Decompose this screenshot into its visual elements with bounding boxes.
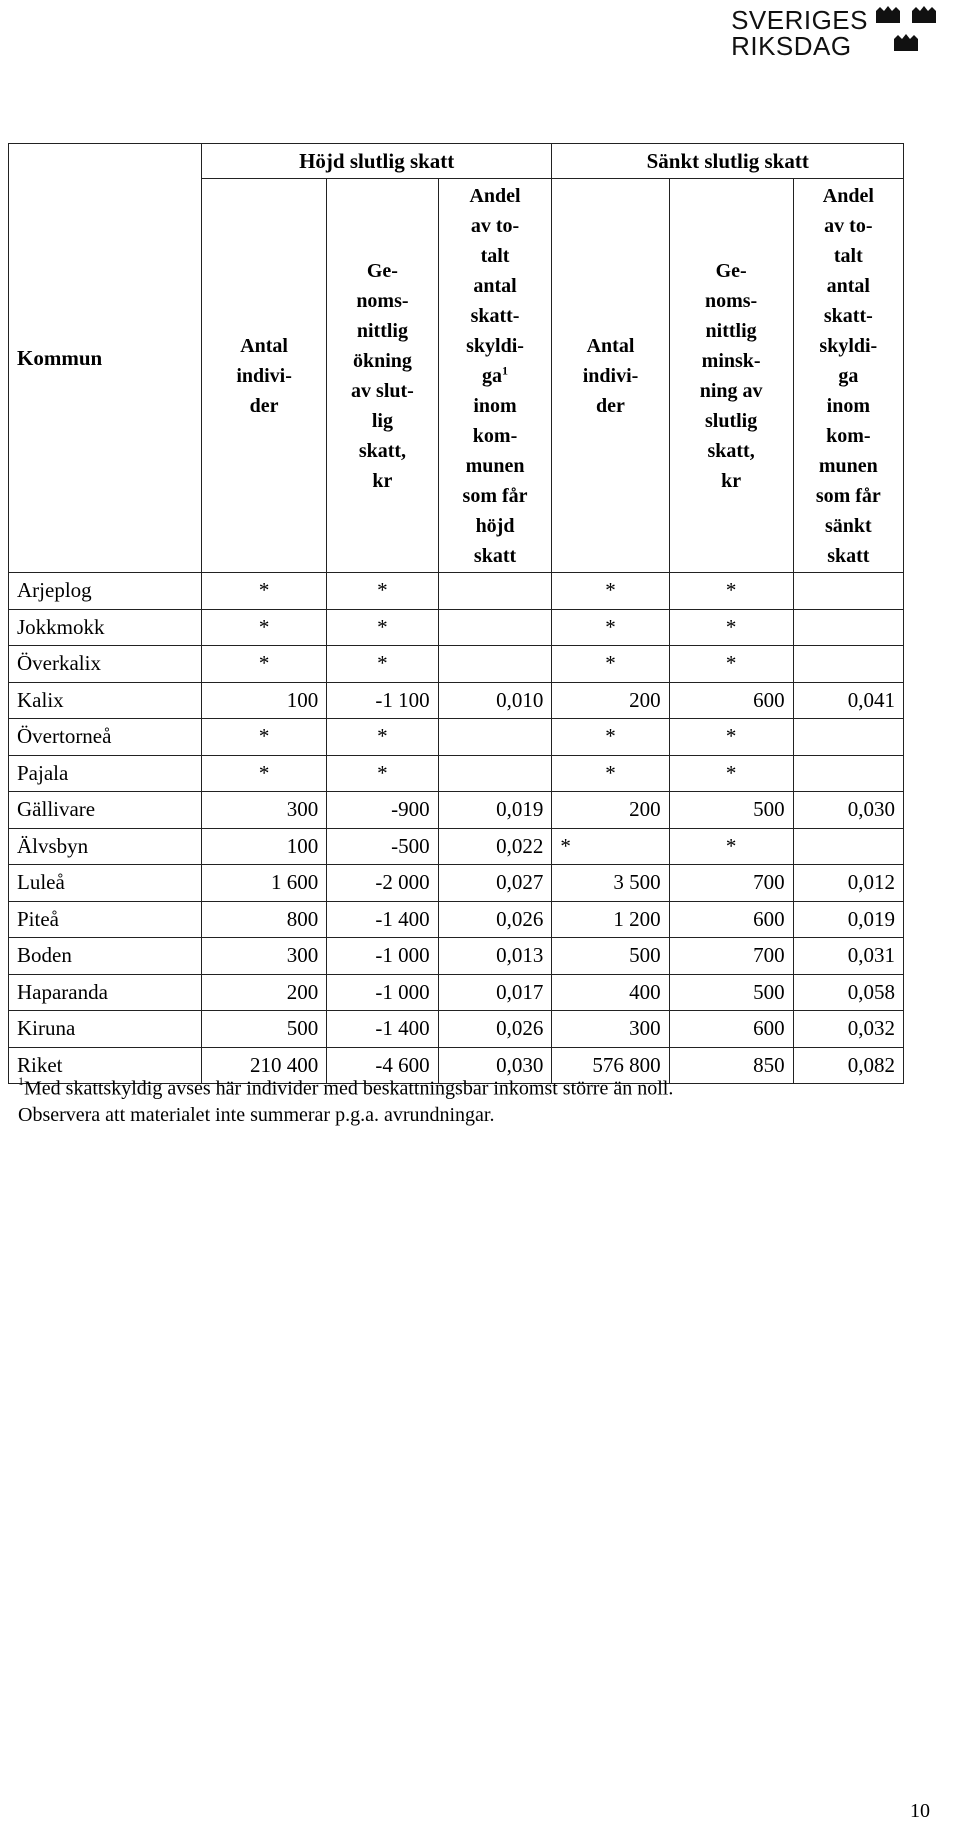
value-cell: * — [669, 646, 793, 683]
value-cell: 600 — [669, 901, 793, 938]
table-row — [9, 865, 904, 902]
kommun-cell: Luleå — [9, 865, 202, 902]
value-cell — [438, 719, 552, 756]
kommun-cell: Pajala — [9, 755, 202, 792]
value-cell: 800 — [202, 901, 327, 938]
value-cell — [793, 609, 903, 646]
value-cell — [793, 755, 903, 792]
value-cell: 0,012 — [793, 865, 903, 902]
value-cell: 700 — [669, 865, 793, 902]
value-cell: 0,013 — [438, 938, 552, 975]
table-row — [9, 646, 904, 683]
value-cell: 300 — [552, 1011, 669, 1048]
value-cell: 0,032 — [793, 1011, 903, 1048]
table-row — [9, 755, 904, 792]
value-cell: 1 200 — [552, 901, 669, 938]
value-cell: 0,027 — [438, 865, 552, 902]
value-cell: * — [327, 646, 438, 683]
table-row — [9, 938, 904, 975]
inc-count-header: Antal indivi- der — [202, 179, 327, 573]
logo-line-2: RIKSDAG — [731, 31, 852, 61]
kommun-cell: Arjeplog — [9, 573, 202, 610]
value-cell: 100 — [202, 828, 327, 865]
value-cell: 500 — [669, 792, 793, 829]
value-cell: 576 800 — [552, 1047, 669, 1084]
value-cell: * — [552, 573, 669, 610]
kommun-cell: Älvsbyn — [9, 828, 202, 865]
logo-line-1: SVERIGES — [731, 5, 868, 35]
value-cell: * — [552, 719, 669, 756]
value-cell: * — [552, 828, 669, 865]
page-number: 10 — [910, 1800, 930, 1822]
value-cell: * — [669, 828, 793, 865]
table-row — [9, 719, 904, 756]
value-cell: * — [327, 719, 438, 756]
table-row — [9, 901, 904, 938]
rounding-note: Observera att materialet inte summerar p.g.a. avrundningar. — [18, 1103, 495, 1126]
footnote-1 — [18, 1070, 673, 1102]
footnote-1-text: Med skattskyldig avses här individer med beskattningsbar inkomst större än noll. — [24, 1077, 674, 1100]
table-row — [9, 573, 904, 610]
value-cell: 700 — [669, 938, 793, 975]
dec-share-header: Andel av to- talt antal skatt- skyldi- ga inom kom- munen som får sänkt skatt — [793, 179, 903, 573]
value-cell: -1 000 — [327, 974, 438, 1011]
value-cell: 0,030 — [793, 792, 903, 829]
kommun-cell: Piteå — [9, 901, 202, 938]
inc-share-header — [438, 179, 552, 573]
kommun-cell: Haparanda — [9, 974, 202, 1011]
inc-avg-header: Ge- noms- nittlig ökning av slut- lig skatt, kr — [327, 179, 438, 573]
riksdag-logo — [715, 4, 940, 62]
value-cell — [438, 609, 552, 646]
inc-share-header-part2: inom kom- munen som får höjd skatt — [462, 394, 528, 567]
value-cell: 0,017 — [438, 974, 552, 1011]
kommun-cell: Riket — [9, 1047, 202, 1084]
value-cell — [793, 828, 903, 865]
value-cell — [793, 719, 903, 756]
value-cell: 0,030 — [438, 1047, 552, 1084]
tax-change-table — [8, 143, 904, 1084]
value-cell: 600 — [669, 682, 793, 719]
value-cell: 200 — [552, 682, 669, 719]
value-cell: * — [669, 573, 793, 610]
footnote-ref: 1 — [502, 362, 509, 377]
value-cell — [793, 646, 903, 683]
group-header-row — [9, 144, 904, 179]
value-cell: * — [327, 755, 438, 792]
kommun-cell: Kiruna — [9, 1011, 202, 1048]
value-cell: 0,026 — [438, 901, 552, 938]
value-cell: 0,041 — [793, 682, 903, 719]
value-cell: * — [327, 609, 438, 646]
dec-avg-header: Ge- noms- nittlig minsk- ning av slutlig skatt, kr — [669, 179, 793, 573]
value-cell: -900 — [327, 792, 438, 829]
kommun-header: Kommun — [9, 144, 202, 573]
value-cell: 210 400 — [202, 1047, 327, 1084]
value-cell: -4 600 — [327, 1047, 438, 1084]
value-cell: 500 — [552, 938, 669, 975]
value-cell: -1 100 — [327, 682, 438, 719]
value-cell: 1 600 — [202, 865, 327, 902]
table-body — [9, 573, 904, 1084]
kommun-cell: Kalix — [9, 682, 202, 719]
value-cell: 500 — [669, 974, 793, 1011]
value-cell: * — [202, 719, 327, 756]
value-cell: -2 000 — [327, 865, 438, 902]
value-cell: * — [552, 609, 669, 646]
value-cell: 400 — [552, 974, 669, 1011]
value-cell: 0,010 — [438, 682, 552, 719]
value-cell: * — [669, 719, 793, 756]
value-cell: 200 — [202, 974, 327, 1011]
value-cell: 300 — [202, 792, 327, 829]
three-crowns-icon — [874, 5, 940, 61]
table-row — [9, 792, 904, 829]
kommun-cell: Gällivare — [9, 792, 202, 829]
kommun-cell: Boden — [9, 938, 202, 975]
table-row — [9, 828, 904, 865]
value-cell: * — [552, 755, 669, 792]
value-cell: 0,082 — [793, 1047, 903, 1084]
value-cell — [438, 755, 552, 792]
table-row — [9, 1011, 904, 1048]
value-cell: 0,031 — [793, 938, 903, 975]
value-cell: * — [202, 609, 327, 646]
value-cell: 0,026 — [438, 1011, 552, 1048]
table-row — [9, 682, 904, 719]
kommun-cell: Övertorneå — [9, 719, 202, 756]
value-cell: -500 — [327, 828, 438, 865]
value-cell: -1 400 — [327, 901, 438, 938]
inc-share-header-part1: Andel av to- talt antal skatt- skyldi- ga — [466, 184, 524, 387]
table-row — [9, 609, 904, 646]
value-cell: 500 — [202, 1011, 327, 1048]
value-cell: * — [327, 573, 438, 610]
table-row — [9, 974, 904, 1011]
value-cell — [438, 646, 552, 683]
dec-count-header: Antal indivi- der — [552, 179, 669, 573]
value-cell — [438, 573, 552, 610]
value-cell: -1 400 — [327, 1011, 438, 1048]
kommun-cell: Överkalix — [9, 646, 202, 683]
value-cell: * — [669, 755, 793, 792]
value-cell: * — [202, 755, 327, 792]
value-cell: 0,058 — [793, 974, 903, 1011]
decreased-tax-header: Sänkt slutlig skatt — [552, 144, 904, 179]
logo-text — [731, 7, 868, 59]
value-cell: 0,019 — [438, 792, 552, 829]
value-cell: * — [552, 646, 669, 683]
value-cell: -1 000 — [327, 938, 438, 975]
value-cell: 200 — [552, 792, 669, 829]
value-cell: 850 — [669, 1047, 793, 1084]
value-cell — [793, 573, 903, 610]
value-cell: 600 — [669, 1011, 793, 1048]
value-cell: 300 — [202, 938, 327, 975]
value-cell: 100 — [202, 682, 327, 719]
increased-tax-header: Höjd slutlig skatt — [202, 144, 552, 179]
footnote-marker: 1 — [18, 1074, 24, 1088]
value-cell: * — [202, 573, 327, 610]
value-cell: * — [202, 646, 327, 683]
kommun-cell: Jokkmokk — [9, 609, 202, 646]
footnotes — [18, 1070, 673, 1128]
value-cell: 3 500 — [552, 865, 669, 902]
value-cell: 0,019 — [793, 901, 903, 938]
value-cell: * — [669, 609, 793, 646]
value-cell: 0,022 — [438, 828, 552, 865]
